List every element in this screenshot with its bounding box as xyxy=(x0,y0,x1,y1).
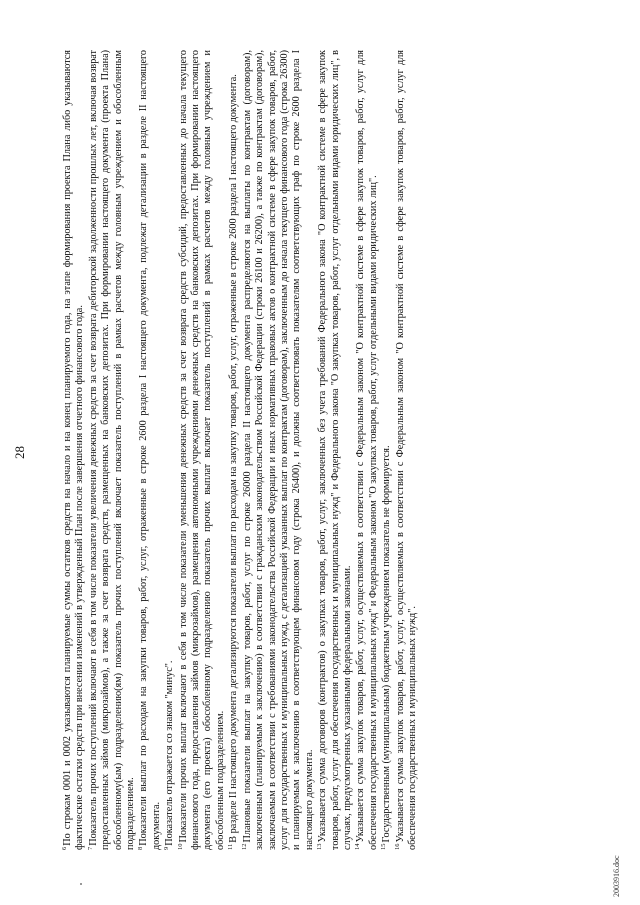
footnote: $^{10}$Показатели прочих выплат включают в себя в том числе показатели уменьшения денежных средств за счет возврата средств субсидий, предоставленных до начала текущего финансового года, предоставления займов (микрозаймов), размещения автономными учреждениями денежных средств на банковских депозитах. При формировании настоящего документа (его проекта) обособленному подразделению показатель прочих выплат включает показатель поступлений в рамках расчетов между головным учреждением и обособленным подразделением. xyxy=(176,50,226,850)
footnote: $^{15}$Государственным (муниципальным) бюджетным учреждением показатель не формируется. xyxy=(380,445,393,850)
footnote: $^{12}$Плановые показатели выплат на закупку товаров, работ, услуг по строке 26000 раздела II настоящего документа распределяются на выплаты по контрактам (договорам), заключенным (планируемым к заключению) в соответствии с гражданским законодательством Российской Федерации (строки 26100 и 26200), а также по контрактам (договорам), заключаемым в соответствии с требованиями законодательства Российской Федерации и иных нормативных правовых актов о контрактной системе в сфере закупок товаров, работ, услуг для государственных и муниципальных нужд, с детализацией указанных выплат по контрактам (договорам), заключенным до начала текущего финансового года (строка 26300) и планируемым к заключению в соответствующем финансовом году (строка 26400), и должны соответствовать показателям соответствующих граф по строке 2600 раздела I настоящего документа. xyxy=(240,50,315,850)
footnote: $^9$Показатель отражается со знаком "минус". xyxy=(163,660,176,850)
footnotes-block xyxy=(62,50,420,850)
footnote: $^7$Показатель прочих поступлений включают в себя в том числе показатели увеличения денежных средств за счет возврата дебиторской задолженности прошлых лет, включая возврат предоставленных займов (микрозаймов), а также за счет возврата средств, размещенных на банковских депозитах. При формировании настоящего документа (проекта Плана) обособленному(ым) подразделению(ям) показатель прочих поступлений включает показатель поступлений в рамках расчетов между головным учреждением и обособленным подразделением. xyxy=(86,50,137,850)
footnote: $^8$Показатели выплат по расходам на закупки товаров, работ, услуг, отраженные в строке 2600 раздела I настоящего документа, подлежат детализации в разделе II настоящего документа. xyxy=(137,50,162,850)
footnote: $^{13}$Указывается сумма договоров (контрактов) о закупках товаров, работ, услуг, заключенных без учета требований Федерального закона "О контрактной системе в сфере закупок товаров, работ, услуг для обеспечения государственных и муниципальных нужд" и Федерального закона "О закупках товаров, работ, услуг отдельными видами юридических лиц", в случаях, предусмотренных указанными федеральными законами. xyxy=(316,50,353,850)
footnote: $^{11}$В разделе II настоящего документа детализируются показатели выплат по расходам на закупку товаров, работ, услуг, отраженные в строке 2600 раздела I настоящего документа. xyxy=(227,74,240,850)
scan-speck xyxy=(80,883,82,885)
footnote: $^6$По строкам 0001 и 0002 указываются планируемые суммы остатков средств на начало и на конец планируемого года, на этапе формирования проекта Плана либо указываются фактические остатки средств при внесении изменений в утвержденный План после завершения отчетного финансового года. xyxy=(61,50,86,850)
footnote: $^{16}$Указывается сумма закупок товаров, работ, услуг, осуществляемых в соответствии с Федеральным законом "О контрактной системе в сфере закупок товаров, работ, услуг для обеспечения государственных и муниципальных нужд". xyxy=(393,50,418,850)
footnote: $^{14}$Указывается сумма закупок товаров, работ, услуг, осуществляемых в соответствии с Федеральным законом "О контрактной системе в сфере закупок товаров, работ, услуг для обеспечения государственных и муниципальных нужд" и Федеральным законом "О закупках товаров, работ, услуг отдельными видами юридических лиц". xyxy=(354,50,379,850)
page-number: 28 xyxy=(12,446,27,459)
file-code: 2003916.doc xyxy=(612,855,621,897)
